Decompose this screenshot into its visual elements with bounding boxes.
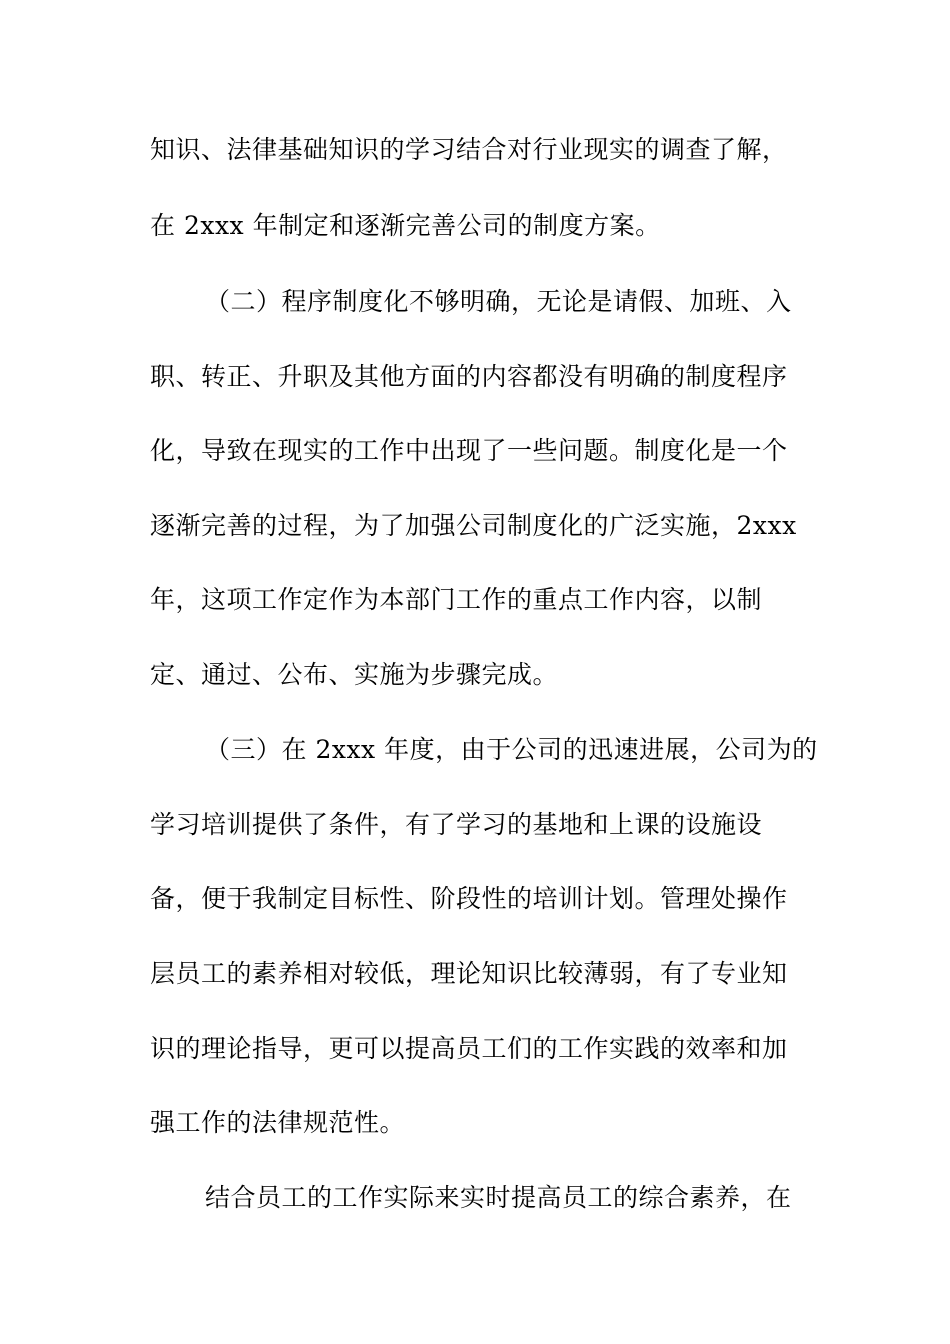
paragraph-line: （三）在 2xxx 年度，由于公司的迅速进展，公司为的 [205,735,818,764]
paragraph-line: 识的理论指导，更可以提高员工们的工作实践的效率和加 [150,1034,788,1063]
paragraph-line: 逐渐完善的过程，为了加强公司制度化的广泛实施，2xxx [150,511,797,540]
paragraph-line: 年，这项工作定作为本部门工作的重点工作内容，以制 [150,585,763,614]
paragraph-line: 在 2xxx 年制定和逐渐完善公司的制度方案。 [150,211,661,240]
paragraph-line: 知识、法律基础知识的学习结合对行业现实的调查了解， [150,135,788,164]
paragraph-line: （二）程序制度化不够明确，无论是请假、加班、入 [205,287,792,316]
paragraph-line: 定、通过、公布、实施为步骤完成。 [150,660,559,689]
paragraph-line: 层员工的素养相对较低，理论知识比较薄弱，有了专业知 [150,959,788,988]
paragraph-line: 化，导致在现实的工作中出现了一些问题。制度化是一个 [150,436,788,465]
paragraph-line: 备，便于我制定目标性、阶段性的培训计划。管理处操作 [150,884,788,913]
paragraph-line: 强工作的法律规范性。 [150,1108,406,1137]
paragraph-line: 职、转正、升职及其他方面的内容都没有明确的制度程序 [150,362,788,391]
paragraph-line: 学习培训提供了条件，有了学习的基地和上课的设施设 [150,810,763,839]
paragraph-line: 结合员工的工作实际来实时提高员工的综合素养，在 [205,1183,792,1212]
